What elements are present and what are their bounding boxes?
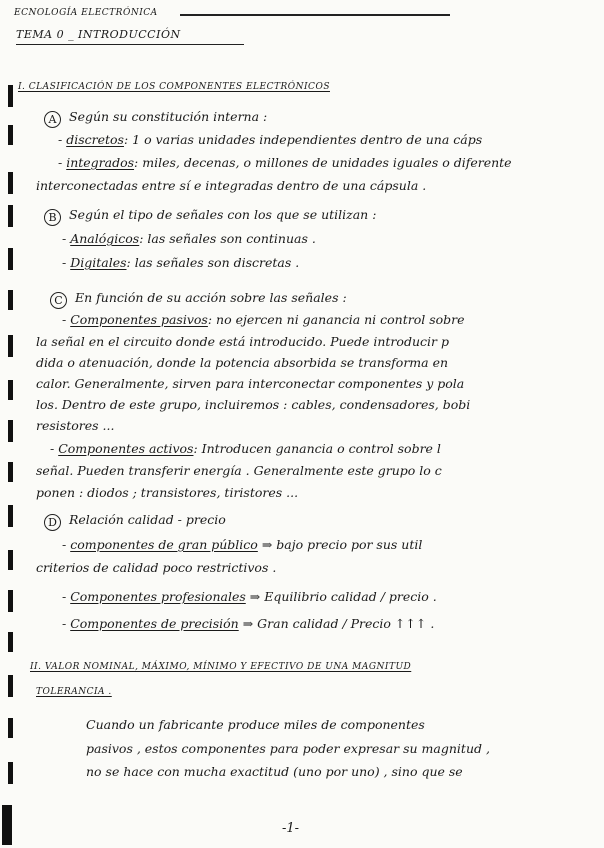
margin-bar	[8, 550, 13, 570]
item-b-intro-text: Según el tipo de señales con los que se utilizan :	[69, 207, 377, 222]
circled-marker: B	[44, 209, 61, 226]
integrados-line: - integrados: miles, decenas, o millones de unidades iguales o diferente	[58, 155, 512, 170]
margin-bar	[8, 85, 13, 107]
activos-text: : Introducen ganancia o control sobre l	[193, 441, 441, 456]
section-2-heading-cont: TOLERANCIA .	[36, 687, 112, 697]
term-digitales: Digitales	[70, 255, 127, 270]
margin-bar	[8, 290, 13, 310]
margin-bar	[8, 462, 13, 482]
circled-marker: D	[44, 514, 61, 531]
term-pasivos: Componentes pasivos	[70, 312, 208, 327]
pasivos-cont: los. Dentro de este grupo, incluiremos : cables, condensadores, bobi	[36, 397, 471, 412]
activos-cont: señal. Pueden transferir energía . Generalmente este grupo lo c	[36, 463, 442, 478]
gran-publico-line: - componentes de gran público ⇒ bajo precio por sus util	[62, 537, 423, 552]
activos-line: - Componentes activos: Introducen ganancia o control sobre l	[50, 441, 441, 456]
term-analogicos: Analógicos	[70, 231, 140, 246]
gran-publico-text: ⇒ bajo precio por sus util	[261, 537, 423, 552]
digitales-text: : las señales son discretas .	[126, 255, 300, 270]
pasivos-line: - Componentes pasivos: no ejercen ni ganancia ni control sobre	[62, 312, 465, 327]
margin-bar	[8, 675, 13, 697]
pasivos-cont: la señal en el circuito donde está introducido. Puede introducir p	[36, 334, 449, 349]
analogicos-line: - Analógicos: las señales son continuas .	[62, 231, 316, 246]
margin-bar	[8, 420, 13, 442]
integrados-text: : miles, decenas, o millones de unidades iguales o diferente	[134, 155, 512, 170]
term-precision: Componentes de precisión	[70, 616, 239, 631]
discretos-text: : 1 o varias unidades independientes dentro de una cáps	[123, 132, 483, 147]
topic-underline	[16, 44, 244, 45]
margin-bar	[8, 632, 13, 652]
pasivos-cont: calor. Generalmente, sirven para interconectar componentes y pola	[36, 376, 465, 391]
precision-text: ⇒ Gran calidad / Precio ↑↑↑ .	[242, 616, 435, 631]
item-b-intro	[44, 208, 376, 226]
term-profesionales: Componentes profesionales	[70, 589, 246, 604]
item-a-intro	[44, 110, 267, 128]
item-a-intro-text: Según su constitución interna :	[69, 109, 268, 124]
discretos-line: - discretos: 1 o varias unidades independientes dentro de una cáps	[58, 132, 483, 147]
paragraph-line: no se hace con mucha exactitud (uno por uno) , sino que se	[86, 764, 463, 779]
analogicos-text: : las señales son continuas .	[139, 231, 316, 246]
paragraph-line: Cuando un fabricante produce miles de componentes	[86, 717, 425, 732]
section-2-heading: II. VALOR NOMINAL, MÁXIMO, MÍNIMO Y EFECTIVO DE UNA MAGNITUD	[30, 662, 412, 672]
topic-title: TEMA 0 _ INTRODUCCIÓN	[16, 28, 181, 41]
margin-bar	[8, 248, 13, 270]
term-integrados: integrados	[66, 155, 135, 170]
header-rule	[180, 14, 450, 16]
margin-bar	[8, 172, 13, 194]
margin-bar	[8, 505, 13, 527]
pasivos-cont: dida o atenuación, donde la potencia absorbida se transforma en	[36, 355, 449, 370]
pasivos-cont: resistores ...	[36, 418, 115, 433]
margin-bar	[8, 380, 13, 400]
term-gran-publico: componentes de gran público	[70, 537, 258, 552]
pasivos-text: : no ejercen ni ganancia ni control sobre	[207, 312, 465, 327]
margin-bar	[8, 762, 13, 784]
integrados-cont: interconectadas entre sí e integradas dentro de una cápsula .	[36, 178, 427, 193]
profesionales-line: - Componentes profesionales ⇒ Equilibrio calidad / precio .	[62, 589, 437, 604]
item-d-intro-text: Relación calidad - precio	[69, 512, 226, 527]
margin-bar	[8, 590, 13, 612]
gran-publico-cont: criterios de calidad poco restrictivos .	[36, 560, 277, 575]
precision-line: - Componentes de precisión ⇒ Gran calidad / Precio ↑↑↑ .	[62, 616, 435, 631]
circled-marker: A	[44, 111, 61, 128]
term-discretos: discretos	[66, 132, 124, 147]
item-d-intro	[44, 513, 226, 531]
page-number: -1-	[282, 821, 300, 836]
paragraph-line: pasivos , estos componentes para poder expresar su magnitud ,	[86, 741, 490, 756]
margin-bar	[8, 718, 13, 738]
margin-bar	[8, 335, 13, 357]
activos-cont: ponen : diodos ; transistores, tiristores ...	[36, 485, 299, 500]
item-c-intro-text: En función de su acción sobre las señales :	[75, 290, 347, 305]
margin-bar	[2, 805, 12, 845]
circled-marker: C	[50, 292, 67, 309]
margin-bar	[8, 205, 13, 227]
section-1-heading: I. CLASIFICACIÓN DE LOS COMPONENTES ELECTRÓNICOS	[18, 82, 330, 92]
margin-bar	[8, 125, 13, 145]
profesionales-text: ⇒ Equilibrio calidad / precio .	[249, 589, 437, 604]
course-title: ECNOLOGÍA ELECTRÓNICA	[14, 8, 158, 18]
term-activos: Componentes activos	[58, 441, 194, 456]
digitales-line: - Digitales: las señales son discretas .	[62, 255, 300, 270]
item-c-intro	[50, 291, 347, 309]
